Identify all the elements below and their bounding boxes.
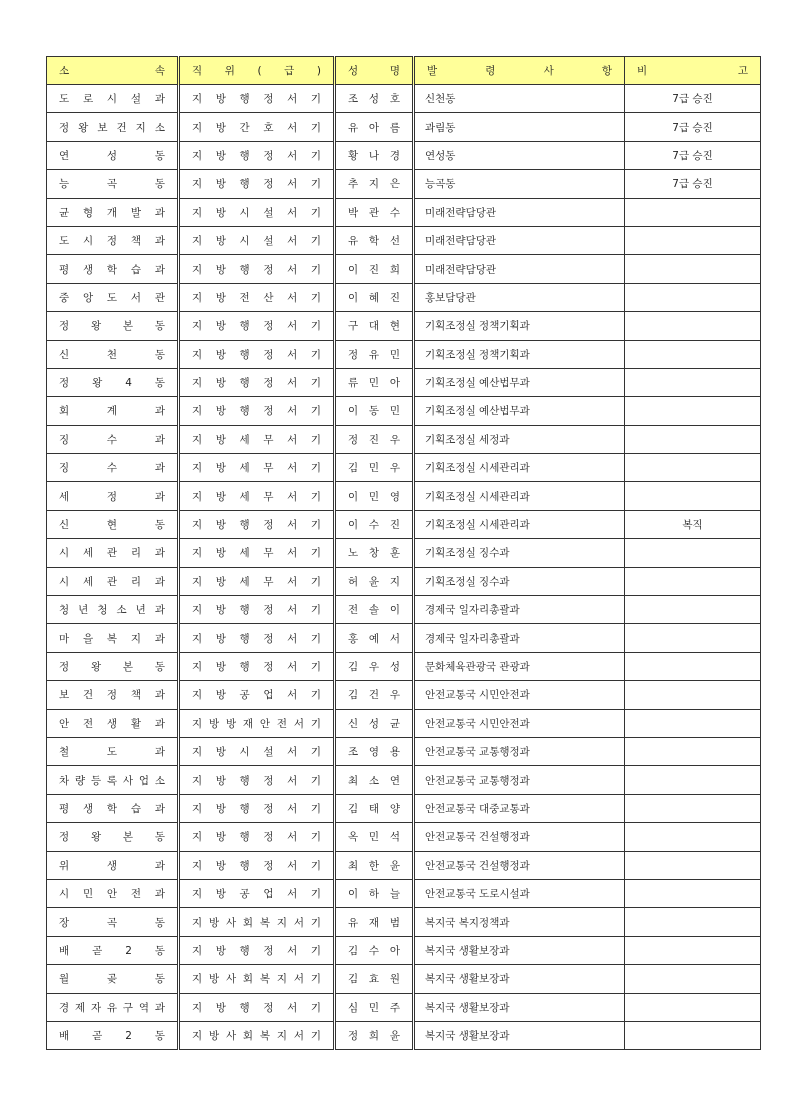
cell-note [625, 539, 761, 567]
cell-note [625, 454, 761, 482]
cell-name: 이 동 민 [335, 397, 414, 425]
cell-order: 기획조정실 예산법무과 [414, 368, 625, 396]
cell-name: 유 재 범 [335, 908, 414, 936]
table-row [47, 737, 761, 765]
table-row [47, 823, 761, 851]
cell-name: 이 수 진 [335, 510, 414, 538]
cell-position: 지 방 세 무 서 기 [179, 425, 335, 453]
cell-note: 7급 승진 [625, 85, 761, 113]
table-row [47, 681, 761, 709]
cell-dept: 위 생 과 [47, 851, 179, 879]
cell-note [625, 368, 761, 396]
cell-name: 최 한 윤 [335, 851, 414, 879]
cell-position: 지 방 행 정 서 기 [179, 255, 335, 283]
cell-dept: 신 천 동 [47, 340, 179, 368]
cell-position: 지 방 전 산 서 기 [179, 283, 335, 311]
cell-dept: 중 앙 도 서 관 [47, 283, 179, 311]
cell-order: 안전교통국 도로시설과 [414, 879, 625, 907]
table-row [47, 965, 761, 993]
cell-dept: 연 성 동 [47, 141, 179, 169]
table-body [47, 85, 761, 1050]
cell-note [625, 596, 761, 624]
cell-position: 지 방 사 회 복 지 서 기 [179, 965, 335, 993]
cell-name: 허 윤 지 [335, 567, 414, 595]
table-row [47, 624, 761, 652]
table-row [47, 397, 761, 425]
cell-note: 복직 [625, 510, 761, 538]
cell-order: 안전교통국 시민안전과 [414, 709, 625, 737]
cell-position: 지 방 공 업 서 기 [179, 879, 335, 907]
cell-dept: 마 을 복 지 과 [47, 624, 179, 652]
cell-dept: 균 형 개 발 과 [47, 198, 179, 226]
cell-note [625, 936, 761, 964]
cell-order: 기획조정실 정책기획과 [414, 312, 625, 340]
cell-dept: 평 생 학 습 과 [47, 255, 179, 283]
table-row [47, 1021, 761, 1049]
table-row [47, 425, 761, 453]
cell-dept: 도 로 시 설 과 [47, 85, 179, 113]
cell-order: 안전교통국 건설행정과 [414, 851, 625, 879]
cell-note [625, 312, 761, 340]
cell-note [625, 851, 761, 879]
cell-name: 홍 예 서 [335, 624, 414, 652]
cell-position: 지 방 방 재 안 전 서 기 [179, 709, 335, 737]
cell-position: 지 방 시 설 서 기 [179, 737, 335, 765]
cell-position: 지 방 공 업 서 기 [179, 681, 335, 709]
cell-name: 정 진 우 [335, 425, 414, 453]
cell-position: 지 방 행 정 서 기 [179, 141, 335, 169]
cell-note [625, 283, 761, 311]
cell-dept: 시 민 안 전 과 [47, 879, 179, 907]
cell-note [625, 1021, 761, 1049]
cell-dept: 보 건 정 책 과 [47, 681, 179, 709]
table-row [47, 879, 761, 907]
cell-note [625, 397, 761, 425]
cell-note [625, 737, 761, 765]
cell-order: 신천동 [414, 85, 625, 113]
cell-order: 복지국 복지정책과 [414, 908, 625, 936]
cell-name: 옥 민 석 [335, 823, 414, 851]
cell-position: 지 방 사 회 복 지 서 기 [179, 1021, 335, 1049]
cell-position: 지 방 행 정 서 기 [179, 766, 335, 794]
cell-name: 신 성 균 [335, 709, 414, 737]
cell-dept: 배 곧 2 동 [47, 1021, 179, 1049]
cell-name: 김 건 우 [335, 681, 414, 709]
cell-note: 7급 승진 [625, 113, 761, 141]
table-row [47, 312, 761, 340]
table-row [47, 170, 761, 198]
cell-dept: 신 현 동 [47, 510, 179, 538]
cell-note [625, 908, 761, 936]
table-row [47, 454, 761, 482]
cell-dept: 평 생 학 습 과 [47, 794, 179, 822]
cell-order: 문화체육관광국 관광과 [414, 652, 625, 680]
table-row [47, 510, 761, 538]
cell-order: 능곡동 [414, 170, 625, 198]
cell-name: 유 학 선 [335, 226, 414, 254]
cell-name: 김 태 양 [335, 794, 414, 822]
cell-order: 미래전략담당관 [414, 255, 625, 283]
cell-order: 연성동 [414, 141, 625, 169]
header-note: 비 고 [625, 57, 761, 85]
cell-order: 경제국 일자리총괄과 [414, 596, 625, 624]
cell-order: 복지국 생활보장과 [414, 965, 625, 993]
cell-name: 구 대 현 [335, 312, 414, 340]
cell-dept: 정 왕 4 동 [47, 368, 179, 396]
cell-order: 기획조정실 징수과 [414, 539, 625, 567]
cell-name: 황 나 경 [335, 141, 414, 169]
cell-note: 7급 승진 [625, 170, 761, 198]
cell-note [625, 652, 761, 680]
cell-position: 지 방 간 호 서 기 [179, 113, 335, 141]
cell-dept: 시 세 관 리 과 [47, 539, 179, 567]
cell-order: 기획조정실 시세관리과 [414, 454, 625, 482]
cell-dept: 경 제 자 유 구 역 과 [47, 993, 179, 1021]
cell-position: 지 방 행 정 서 기 [179, 823, 335, 851]
cell-dept: 회 계 과 [47, 397, 179, 425]
cell-order: 안전교통국 교통행정과 [414, 766, 625, 794]
cell-position: 지 방 시 설 서 기 [179, 198, 335, 226]
table-row [47, 993, 761, 1021]
header-order: 발 령 사 항 [414, 57, 625, 85]
cell-position: 지 방 행 정 서 기 [179, 340, 335, 368]
cell-name: 심 민 주 [335, 993, 414, 1021]
cell-order: 미래전략담당관 [414, 226, 625, 254]
cell-name: 추 지 은 [335, 170, 414, 198]
cell-position: 지 방 세 무 서 기 [179, 539, 335, 567]
cell-note [625, 823, 761, 851]
cell-note [625, 567, 761, 595]
cell-note [625, 965, 761, 993]
cell-dept: 청 년 청 소 년 과 [47, 596, 179, 624]
cell-order: 홍보담당관 [414, 283, 625, 311]
cell-position: 지 방 행 정 서 기 [179, 85, 335, 113]
cell-position: 지 방 세 무 서 기 [179, 482, 335, 510]
cell-name: 김 민 우 [335, 454, 414, 482]
cell-note [625, 993, 761, 1021]
cell-order: 안전교통국 시민안전과 [414, 681, 625, 709]
cell-order: 기획조정실 세정과 [414, 425, 625, 453]
cell-order: 기획조정실 시세관리과 [414, 510, 625, 538]
cell-position: 지 방 행 정 서 기 [179, 510, 335, 538]
header-name: 성 명 [335, 57, 414, 85]
cell-dept: 정 왕 보 건 지 소 [47, 113, 179, 141]
cell-position: 지 방 행 정 서 기 [179, 596, 335, 624]
cell-position: 지 방 세 무 서 기 [179, 567, 335, 595]
cell-note: 7급 승진 [625, 141, 761, 169]
table-row [47, 567, 761, 595]
cell-position: 지 방 행 정 서 기 [179, 624, 335, 652]
table-row [47, 198, 761, 226]
cell-name: 이 하 늘 [335, 879, 414, 907]
cell-note [625, 794, 761, 822]
cell-position: 지 방 행 정 서 기 [179, 170, 335, 198]
cell-note [625, 681, 761, 709]
cell-name: 전 솔 이 [335, 596, 414, 624]
cell-dept: 도 시 정 책 과 [47, 226, 179, 254]
cell-name: 이 진 희 [335, 255, 414, 283]
table-row [47, 482, 761, 510]
cell-position: 지 방 시 설 서 기 [179, 226, 335, 254]
header-position: 직 위 ( 급 ) [179, 57, 335, 85]
cell-note [625, 709, 761, 737]
cell-name: 김 수 아 [335, 936, 414, 964]
cell-position: 지 방 행 정 서 기 [179, 368, 335, 396]
table-row [47, 340, 761, 368]
cell-order: 기획조정실 징수과 [414, 567, 625, 595]
cell-dept: 징 수 과 [47, 454, 179, 482]
table-row [47, 141, 761, 169]
cell-name: 노 창 훈 [335, 539, 414, 567]
cell-name: 최 소 연 [335, 766, 414, 794]
cell-note [625, 482, 761, 510]
cell-order: 안전교통국 대중교통과 [414, 794, 625, 822]
cell-name: 김 우 성 [335, 652, 414, 680]
table-row [47, 766, 761, 794]
table-row [47, 226, 761, 254]
table-row [47, 652, 761, 680]
cell-name: 정 희 윤 [335, 1021, 414, 1049]
cell-order: 안전교통국 건설행정과 [414, 823, 625, 851]
cell-dept: 정 왕 본 동 [47, 312, 179, 340]
cell-dept: 차 량 등 록 사 업 소 [47, 766, 179, 794]
table-row [47, 283, 761, 311]
cell-order: 복지국 생활보장과 [414, 1021, 625, 1049]
cell-name: 이 민 영 [335, 482, 414, 510]
cell-dept: 시 세 관 리 과 [47, 567, 179, 595]
cell-dept: 정 왕 본 동 [47, 823, 179, 851]
cell-position: 지 방 행 정 서 기 [179, 851, 335, 879]
cell-dept: 정 왕 본 동 [47, 652, 179, 680]
cell-dept: 안 전 생 활 과 [47, 709, 179, 737]
cell-note [625, 255, 761, 283]
cell-dept: 징 수 과 [47, 425, 179, 453]
cell-position: 지 방 세 무 서 기 [179, 454, 335, 482]
cell-position: 지 방 행 정 서 기 [179, 312, 335, 340]
table-row [47, 936, 761, 964]
table-header-row [47, 57, 761, 85]
cell-note [625, 226, 761, 254]
header-dept: 소 속 [47, 57, 179, 85]
personnel-roster-table [46, 56, 761, 1050]
cell-position: 지 방 행 정 서 기 [179, 993, 335, 1021]
cell-name: 유 아 름 [335, 113, 414, 141]
cell-note [625, 425, 761, 453]
table-row [47, 255, 761, 283]
cell-dept: 철 도 과 [47, 737, 179, 765]
cell-dept: 배 곧 2 동 [47, 936, 179, 964]
cell-note [625, 340, 761, 368]
cell-name: 조 성 호 [335, 85, 414, 113]
cell-name: 이 혜 진 [335, 283, 414, 311]
cell-note [625, 624, 761, 652]
cell-name: 조 영 용 [335, 737, 414, 765]
table-row [47, 113, 761, 141]
cell-order: 복지국 생활보장과 [414, 993, 625, 1021]
cell-order: 안전교통국 교통행정과 [414, 737, 625, 765]
table-row [47, 794, 761, 822]
cell-position: 지 방 사 회 복 지 서 기 [179, 908, 335, 936]
table-row [47, 851, 761, 879]
cell-position: 지 방 행 정 서 기 [179, 397, 335, 425]
cell-dept: 월 곶 동 [47, 965, 179, 993]
cell-name: 정 유 민 [335, 340, 414, 368]
cell-dept: 능 곡 동 [47, 170, 179, 198]
cell-dept: 세 정 과 [47, 482, 179, 510]
table-row [47, 368, 761, 396]
cell-position: 지 방 행 정 서 기 [179, 936, 335, 964]
cell-order: 기획조정실 시세관리과 [414, 482, 625, 510]
table-row [47, 539, 761, 567]
cell-order: 기획조정실 정책기획과 [414, 340, 625, 368]
table-row [47, 85, 761, 113]
cell-position: 지 방 행 정 서 기 [179, 652, 335, 680]
cell-order: 과림동 [414, 113, 625, 141]
cell-note [625, 766, 761, 794]
cell-position: 지 방 행 정 서 기 [179, 794, 335, 822]
cell-note [625, 879, 761, 907]
table-row [47, 709, 761, 737]
cell-order: 복지국 생활보장과 [414, 936, 625, 964]
table-row [47, 908, 761, 936]
cell-order: 미래전략담당관 [414, 198, 625, 226]
cell-name: 김 효 원 [335, 965, 414, 993]
cell-dept: 장 곡 동 [47, 908, 179, 936]
cell-name: 박 관 수 [335, 198, 414, 226]
table-row [47, 596, 761, 624]
cell-order: 기획조정실 예산법무과 [414, 397, 625, 425]
cell-note [625, 198, 761, 226]
cell-order: 경제국 일자리총괄과 [414, 624, 625, 652]
cell-name: 류 민 아 [335, 368, 414, 396]
